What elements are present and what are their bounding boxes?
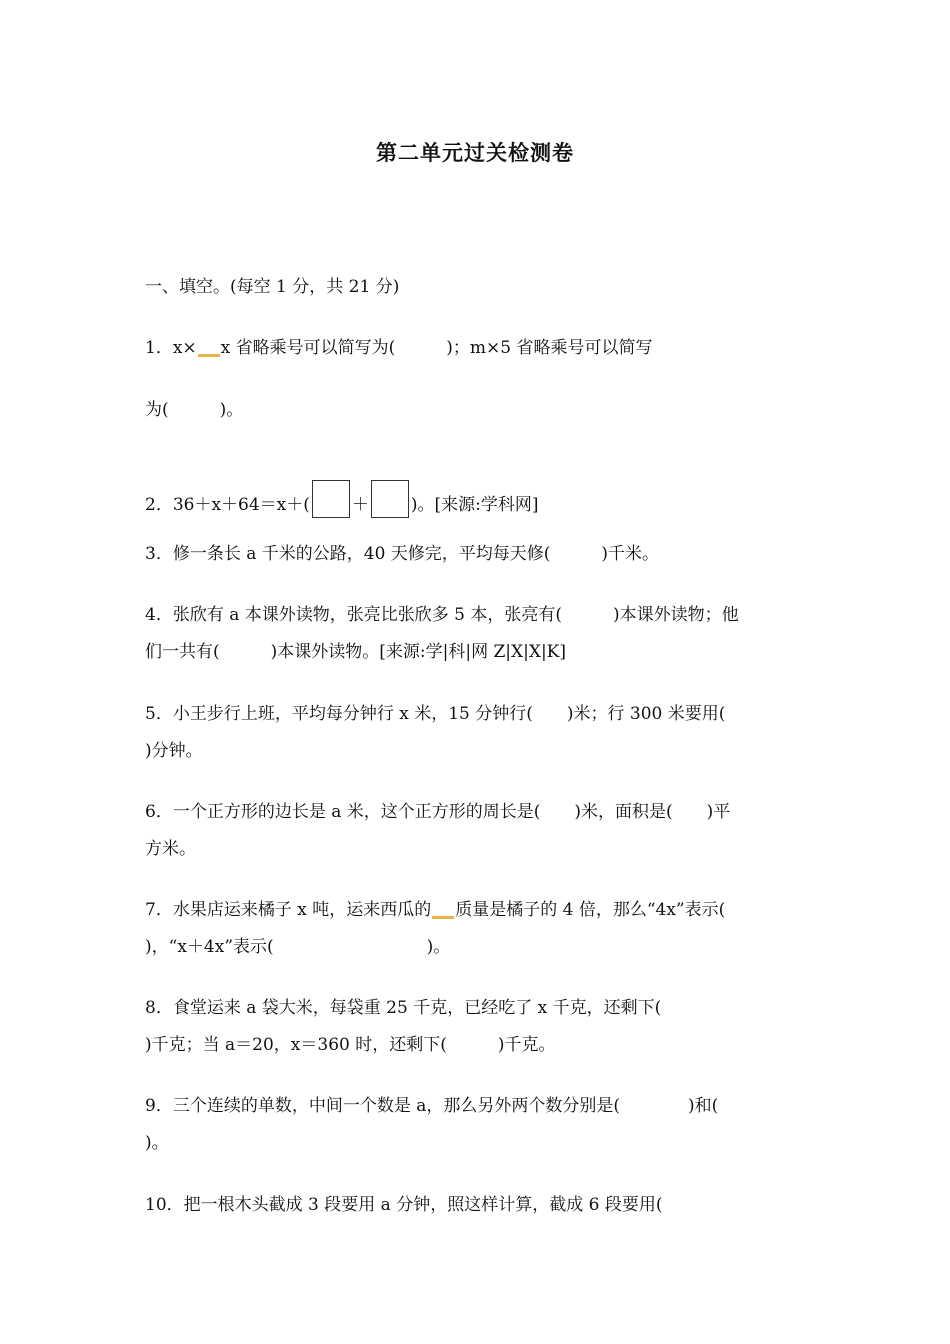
blank-underline	[432, 916, 454, 919]
question-4-line-2: 们一共有( )本课外读物。[来源:学|科|网 Z|X|X|K]	[145, 642, 567, 662]
question-7-line-1	[145, 898, 725, 922]
question-8-line-2: )千克；当 a＝20，x＝360 时，还剩下( )千克。	[145, 1035, 556, 1055]
q1-part-a: 1．x×	[145, 338, 197, 358]
q7-part-b: 质量是橘子的 4 倍，那么“4x”表示(	[455, 900, 726, 920]
answer-box	[312, 480, 350, 518]
question-2	[145, 480, 539, 518]
question-9-line-2: )。	[145, 1133, 169, 1153]
q1-part-b: x 省略乘号可以简写为( )；m×5 省略乘号可以简写	[220, 338, 653, 358]
question-3: 3．修一条长 a 千米的公路，40 天修完，平均每天修( )千米。	[145, 544, 660, 564]
question-6-line-1: 6．一个正方形的边长是 a 米，这个正方形的周长是( )米，面积是( )平	[145, 802, 731, 822]
q2-part-b: )。[来源:学科网]	[410, 495, 539, 515]
question-7-line-2: )，“x＋4x”表示( )。	[145, 937, 451, 957]
answer-box	[371, 480, 409, 518]
question-8-line-1: 8．食堂运来 a 袋大米，每袋重 25 千克，已经吃了 x 千克，还剩下(	[145, 998, 662, 1018]
question-4-line-1: 4．张欣有 a 本课外读物，张亮比张欣多 5 本，张亮有( )本课外读物；他	[145, 605, 739, 625]
q2-plus: ＋	[351, 495, 369, 515]
question-6-line-2: 方米。	[145, 839, 196, 859]
blank-underline	[198, 354, 220, 357]
question-1-line-1	[145, 336, 653, 360]
section-heading: 一、填空。(每空 1 分，共 21 分)	[145, 277, 400, 297]
question-5-line-2: )分钟。	[145, 741, 203, 761]
question-1-line-2: 为( )。	[145, 400, 244, 420]
page-title: 第二单元过关检测卷	[376, 140, 574, 165]
question-5-line-1: 5．小王步行上班，平均每分钟行 x 米，15 分钟行( )米；行 300 米要用(	[145, 704, 726, 724]
q7-part-a: 7．水果店运来橘子 x 吨，运来西瓜的	[145, 900, 432, 920]
question-9-line-1: 9．三个连续的单数，中间一个数是 a，那么另外两个数分别是( )和(	[145, 1096, 719, 1116]
q2-part-a: 2．36＋x＋64＝x＋(	[145, 495, 310, 515]
question-10-line-1: 10．把一根木头截成 3 段要用 a 分钟，照这样计算，截成 6 段要用(	[145, 1195, 663, 1215]
